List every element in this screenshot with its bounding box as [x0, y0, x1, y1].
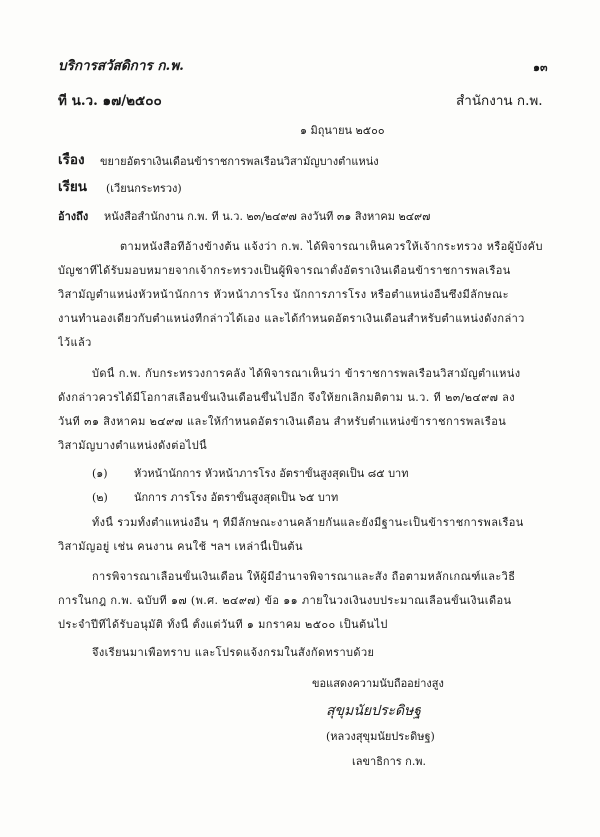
body-line: ดังกล่าวควรได้มีโอกาสเลื่อนขั้นเงินเดือนขึ้นไปอีก จึงให้ยกเลิกมติตาม น.ว. ที่ ๒๓/๒๔๙๗ ลง [58, 391, 516, 404]
reference-label: อ้างถึง [58, 210, 89, 223]
letter-date: ๑ มิถุนายน ๒๕๐๐ [300, 124, 385, 137]
body-line: ตามหนังสือที่อ้างข้างต้น แจ้งว่า ก.พ. ได้พิจารณาเห็นควรให้เจ้ากระทรวง หรือผู้บังคับ [120, 240, 543, 253]
department-heading: บริการสวัสดิการ ก.พ. [58, 58, 184, 74]
list-item-number: (๑) [92, 467, 108, 480]
body-line: บัดนี้ ก.พ. กับกระทรวงการคลัง ได้พิจารณาเห็นว่า ข้าราชการพลเรือนวิสามัญตำแหน่ง [92, 367, 521, 380]
subject-label: เรื่อง [58, 152, 85, 168]
subject-text: ขยายอัตราเงินเดือนข้าราชการพลเรือนวิสามัญบางตำแหน่ง [100, 155, 379, 168]
reference-text: หนังสือสำนักงาน ก.พ. ที่ น.ว. ๒๓/๒๔๙๗ ลงวันที่ ๓๑ สิงหาคม ๒๔๙๗ [104, 210, 431, 223]
body-line: ประจำปีที่ได้รับอนุมัติ ทั้งนี้ ตั้งแต่วันที่ ๑ มกราคม ๒๕๐๐ เป็นต้นไป [58, 618, 388, 631]
list-item-number: (๒) [92, 491, 108, 504]
reference-number: ที่ น.ว. ๑๗/๒๕๐๐ [58, 93, 162, 109]
body-line: วิสามัญบางตำแหน่งดังต่อไปนี้ [58, 439, 208, 452]
office-name: สำนักงาน ก.พ. [456, 93, 543, 109]
body-line: วิสามัญตำแหน่งหัวหน้านักการ หัวหน้าภารโรง นักการภารโรง หรือตำแหน่งอื่นซึ่งมีลักษณะ [58, 288, 509, 301]
body-line: ไว้แล้ว [58, 336, 92, 349]
closing-salutation: ขอแสดงความนับถืออย่างสูง [312, 677, 444, 690]
body-line: วิสามัญอยู่ เช่น คนงาน คนใช้ ฯลฯ เหล่านี้เป็นต้น [58, 540, 303, 553]
signer-name: (หลวงสุขุมนัยประดิษฐ) [326, 730, 435, 743]
signature: สุขุมนัยประดิษฐ [326, 703, 422, 719]
recipient-label: เรียน [58, 179, 88, 195]
body-line: บัญชาที่ได้รับมอบหมายจากเจ้ากระทรวงเป็นผู้พิจารณาตั้งอัตราเงินเดือนข้าราชการพลเรือน [58, 264, 511, 277]
body-line: การพิจารณาเลื่อนขั้นเงินเดือน ให้ผู้มีอำนาจพิจารณาและสั่ง ถือตามหลักเกณฑ์และวิธี [92, 570, 516, 583]
body-line: วันที่ ๓๑ สิงหาคม ๒๔๙๗ และให้กำหนดอัตราเงินเดือน สำหรับตำแหน่งข้าราชการพลเรือน [58, 415, 507, 428]
list-item: หัวหน้านักการ หัวหน้าภารโรง อัตราขั้นสูงสุดเป็น ๘๕ บาท [134, 467, 409, 480]
body-line: ทั้งนี้ รวมทั้งตำแหน่งอื่น ๆ ที่มีลักษณะงานคล้ายกันและยังมีฐานะเป็นข้าราชการพลเรือน [92, 516, 524, 529]
body-line: การในกฎ ก.พ. ฉบับที่ ๑๗ (พ.ศ. ๒๔๙๗) ข้อ ๑๑ ภายในวงเงินงบประมาณเลื่อนขั้นเงินเดือน [58, 594, 512, 607]
signer-title: เลขาธิการ ก.พ. [352, 755, 427, 768]
body-line: งานทำนองเดียวกับตำแหน่งที่กล่าวได้เอง และได้กำหนดอัตราเงินเดือนสำหรับตำแหน่งดังกล่าว [58, 312, 525, 325]
page-number: ๑๓ [533, 61, 548, 74]
list-item: นักการ ภารโรง อัตราขั้นสูงสุดเป็น ๖๕ บาท [134, 491, 339, 504]
body-line: จึงเรียนมาเพื่อทราบ และโปรดแจ้งกรมในสังกัดทราบด้วย [92, 646, 375, 659]
recipient-text: (เวียนกระทรวง) [106, 182, 182, 195]
